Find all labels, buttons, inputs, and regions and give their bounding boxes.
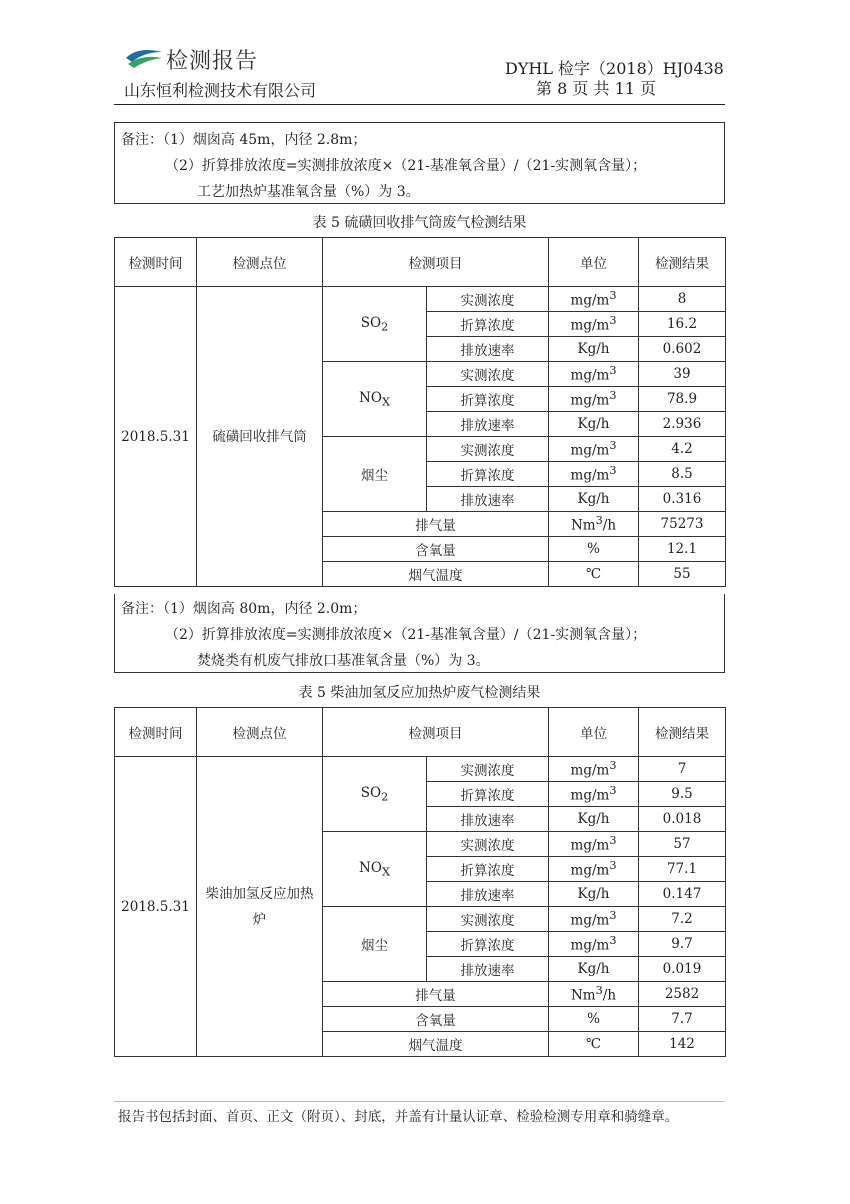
unit-cell xyxy=(549,757,639,782)
unit-cell xyxy=(549,957,639,982)
unit-text: mg/m xyxy=(570,292,610,309)
pollutant-cell xyxy=(323,832,427,907)
unit-cell xyxy=(549,312,639,337)
note-top-line3: 工艺加热炉基准氧含量（%）为 3。 xyxy=(197,184,420,200)
unit-superscript: 3 xyxy=(595,984,603,998)
unit-text: ℃ xyxy=(585,566,602,582)
value-cell: 4.2 xyxy=(639,437,726,462)
unit-cell xyxy=(549,537,639,562)
value-cell: 57 xyxy=(639,832,726,857)
page-indicator xyxy=(536,76,656,99)
unit-text: mg/m xyxy=(570,442,610,459)
pollutant-subscript: 2 xyxy=(381,320,389,334)
unit-cell xyxy=(549,487,639,512)
value-cell: 7.7 xyxy=(639,1007,726,1032)
unit-cell xyxy=(549,562,639,587)
pollutant-name: 烟尘 xyxy=(361,938,388,954)
unit-superscript: 3 xyxy=(609,464,617,478)
page-suffix: 页 xyxy=(640,79,657,98)
item-cell: 排放速率 xyxy=(427,882,549,907)
unit-cell xyxy=(549,1032,639,1057)
unit-superscript: 3 xyxy=(609,439,617,453)
column-header: 单位 xyxy=(549,708,639,757)
note-top-line2: （2）折算排放浓度=实测排放浓度×（21-基准氧含量）/（21-实测氧含量）； xyxy=(165,158,647,174)
unit-text: mg/m xyxy=(570,317,610,334)
unit-cell xyxy=(549,782,639,807)
note-top-line1: 备注：（1）烟囱高 45m，内径 2.8m； xyxy=(121,132,367,148)
report-title: 检测报告 xyxy=(166,49,259,74)
unit-text: Kg/h xyxy=(577,811,610,827)
item-cell: 排放速率 xyxy=(427,957,549,982)
column-header: 检测项目 xyxy=(323,708,549,757)
unit-text: mg/m xyxy=(570,762,610,779)
pollutant-subscript: X xyxy=(381,395,390,409)
item-cell: 折算浓度 xyxy=(427,932,549,957)
unit-superscript: 3 xyxy=(609,389,617,403)
unit-tail: /h xyxy=(602,987,617,1004)
item-cell: 排气量 xyxy=(323,982,549,1007)
item-cell: 排放速率 xyxy=(427,487,549,512)
value-cell: 9.5 xyxy=(639,782,726,807)
unit-superscript: 3 xyxy=(609,859,617,873)
value-cell: 77.1 xyxy=(639,857,726,882)
unit-cell xyxy=(549,437,639,462)
item-cell: 实测浓度 xyxy=(427,362,549,387)
unit-tail: /h xyxy=(602,517,617,534)
unit-text: mg/m xyxy=(570,787,610,804)
unit-superscript: 3 xyxy=(609,934,617,948)
date-cell: 2018.5.31 xyxy=(115,757,197,1057)
unit-superscript: 3 xyxy=(595,514,603,528)
unit-cell xyxy=(549,1007,639,1032)
unit-text: Kg/h xyxy=(577,886,610,902)
footer-divider xyxy=(114,1101,725,1102)
item-cell: 含氧量 xyxy=(323,1007,549,1032)
item-cell: 实测浓度 xyxy=(427,757,549,782)
footer-text: 报告书包括封面、首页、正文（附页）、封底，并盖有计量认证章、检验检测专用章和骑缝章。 xyxy=(118,1109,679,1125)
pollutant-cell xyxy=(323,757,427,832)
value-cell: 142 xyxy=(639,1032,726,1057)
value-cell: 0.019 xyxy=(639,957,726,982)
column-header: 检测点位 xyxy=(197,708,323,757)
pollutant-name: SO xyxy=(360,784,382,801)
unit-cell xyxy=(549,337,639,362)
unit-text: mg/m xyxy=(570,862,610,879)
unit-text: Nm xyxy=(570,517,596,534)
unit-cell xyxy=(549,387,639,412)
note-mid-line1: 备注：（1）烟囱高 80m，内径 2.0m； xyxy=(121,601,367,617)
pollutant-name: NO xyxy=(359,389,382,406)
pollutant-subscript: X xyxy=(381,865,390,879)
item-cell: 实测浓度 xyxy=(427,832,549,857)
value-cell: 39 xyxy=(639,362,726,387)
unit-text: ℃ xyxy=(585,1036,602,1052)
item-cell: 实测浓度 xyxy=(427,287,549,312)
note-mid-line3: 焚烧类有机废气排放口基准氧含量（%）为 3。 xyxy=(197,653,490,669)
column-header: 检测结果 xyxy=(639,238,726,287)
value-cell: 0.018 xyxy=(639,807,726,832)
item-cell: 折算浓度 xyxy=(427,312,549,337)
unit-text: % xyxy=(587,541,600,557)
item-cell: 排气量 xyxy=(323,512,549,537)
table1 xyxy=(114,237,726,587)
item-cell: 含氧量 xyxy=(323,537,549,562)
unit-superscript: 3 xyxy=(609,289,617,303)
date-cell: 2018.5.31 xyxy=(115,287,197,587)
page-current: 8 xyxy=(557,79,568,98)
unit-superscript: 3 xyxy=(609,784,617,798)
item-cell: 实测浓度 xyxy=(427,907,549,932)
value-cell: 16.2 xyxy=(639,312,726,337)
table2-caption: 表 5 柴油加氢反应加热炉废气检测结果 xyxy=(298,685,541,701)
unit-cell xyxy=(549,882,639,907)
unit-text: Kg/h xyxy=(577,491,610,507)
item-cell: 实测浓度 xyxy=(427,437,549,462)
page-prefix: 第 xyxy=(536,79,553,98)
report-code: DYHL 检字（2018）HJ0438 xyxy=(505,59,724,78)
pollutant-name: 烟尘 xyxy=(361,468,388,484)
unit-cell xyxy=(549,462,639,487)
unit-cell xyxy=(549,982,639,1007)
unit-text: mg/m xyxy=(570,367,610,384)
company-name: 山东恒利检测技术有限公司 xyxy=(124,81,317,100)
page-mid: 页 共 xyxy=(572,79,610,98)
unit-cell xyxy=(549,362,639,387)
value-cell: 12.1 xyxy=(639,537,726,562)
pollutant-name: SO xyxy=(360,314,382,331)
pollutant-cell xyxy=(323,907,427,982)
column-header: 单位 xyxy=(549,238,639,287)
unit-text: mg/m xyxy=(570,837,610,854)
value-cell: 7 xyxy=(639,757,726,782)
unit-cell xyxy=(549,907,639,932)
note-mid-line2: （2）折算排放浓度=实测排放浓度×（21-基准氧含量）/（21-实测氧含量）； xyxy=(165,627,647,643)
value-cell: 8 xyxy=(639,287,726,312)
unit-cell xyxy=(549,412,639,437)
unit-superscript: 3 xyxy=(609,759,617,773)
unit-text: Kg/h xyxy=(577,341,610,357)
item-cell: 折算浓度 xyxy=(427,462,549,487)
location-cell: 硫磺回收排气筒 xyxy=(197,287,323,587)
item-cell: 折算浓度 xyxy=(427,782,549,807)
unit-cell xyxy=(549,512,639,537)
unit-text: Nm xyxy=(570,987,596,1004)
column-header: 检测点位 xyxy=(197,238,323,287)
unit-text: mg/m xyxy=(570,392,610,409)
value-cell: 0.316 xyxy=(639,487,726,512)
value-cell: 7.2 xyxy=(639,907,726,932)
value-cell: 55 xyxy=(639,562,726,587)
unit-superscript: 3 xyxy=(609,314,617,328)
pollutant-cell xyxy=(323,362,427,437)
value-cell: 2.936 xyxy=(639,412,726,437)
item-cell: 排放速率 xyxy=(427,337,549,362)
unit-cell xyxy=(549,832,639,857)
item-cell: 排放速率 xyxy=(427,412,549,437)
unit-text: mg/m xyxy=(570,912,610,929)
unit-cell xyxy=(549,857,639,882)
column-header: 检测时间 xyxy=(115,238,197,287)
unit-superscript: 3 xyxy=(609,364,617,378)
value-cell: 9.7 xyxy=(639,932,726,957)
page-total: 11 xyxy=(614,79,635,98)
note-mid xyxy=(114,594,725,673)
unit-text: mg/m xyxy=(570,937,610,954)
column-header: 检测项目 xyxy=(323,238,549,287)
unit-superscript: 3 xyxy=(609,834,617,848)
value-cell: 0.602 xyxy=(639,337,726,362)
table1-caption: 表 5 硫磺回收排气筒废气检测结果 xyxy=(312,215,527,231)
value-cell: 78.9 xyxy=(639,387,726,412)
pollutant-cell xyxy=(323,287,427,362)
location-cell: 柴油加氢反应加热炉 xyxy=(197,757,323,1057)
unit-cell xyxy=(549,932,639,957)
table-row xyxy=(115,757,726,782)
unit-cell xyxy=(549,287,639,312)
unit-text: Kg/h xyxy=(577,416,610,432)
note-top xyxy=(114,122,725,204)
column-header: 检测结果 xyxy=(639,708,726,757)
pollutant-name: NO xyxy=(359,859,382,876)
item-cell: 烟气温度 xyxy=(323,562,549,587)
table2 xyxy=(114,707,726,1057)
column-header: 检测时间 xyxy=(115,708,197,757)
header-divider xyxy=(114,104,725,105)
item-cell: 折算浓度 xyxy=(427,857,549,882)
unit-cell xyxy=(549,807,639,832)
item-cell: 烟气温度 xyxy=(323,1032,549,1057)
pollutant-subscript: 2 xyxy=(381,790,389,804)
value-cell: 0.147 xyxy=(639,882,726,907)
unit-text: Kg/h xyxy=(577,961,610,977)
unit-text: mg/m xyxy=(570,467,610,484)
unit-text: % xyxy=(587,1011,600,1027)
value-cell: 75273 xyxy=(639,512,726,537)
item-cell: 排放速率 xyxy=(427,807,549,832)
item-cell: 折算浓度 xyxy=(427,387,549,412)
value-cell: 8.5 xyxy=(639,462,726,487)
company-logo-icon xyxy=(124,44,164,70)
pollutant-cell xyxy=(323,437,427,512)
value-cell: 2582 xyxy=(639,982,726,1007)
table-row xyxy=(115,287,726,312)
unit-superscript: 3 xyxy=(609,909,617,923)
